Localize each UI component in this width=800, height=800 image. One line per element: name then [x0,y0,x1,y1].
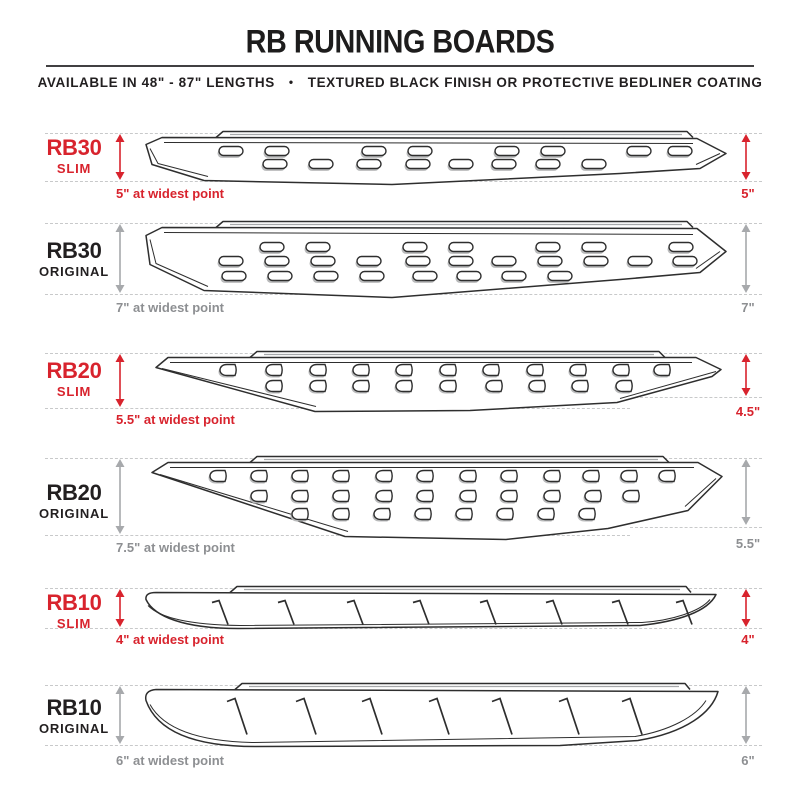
rb30-original-board-drawing [140,216,732,296]
rb10-slim-board-drawing [140,581,732,630]
right-height-arrow [738,224,754,293]
width-caption: 5" at widest point [116,186,225,201]
title-divider [46,65,754,67]
page-title: RB RUNNING BOARDS [245,24,555,61]
left-height-arrow [112,134,128,180]
height-caption: 5.5" [735,536,761,551]
left-height-arrow [112,459,128,534]
right-height-arrow [738,459,754,525]
rb20-slim-board-drawing [140,346,732,410]
left-height-arrow [112,224,128,293]
variant-name: ORIGINAL [39,263,109,279]
model-name: RB30 [46,238,102,263]
product-label [24,697,124,735]
height-caption: 6" [741,753,755,768]
subtitle-finish: TEXTURED BLACK FINISH OR PROTECTIVE BEDLINER COATING [307,75,763,90]
rb30-slim-board-drawing [140,126,732,183]
product-label [24,240,124,278]
height-caption: 7" [741,300,755,315]
right-height-arrow [738,589,754,627]
product-label [24,137,124,175]
model-name: RB20 [46,480,102,505]
product-label [24,592,124,630]
width-caption: 7.5" at widest point [116,540,235,555]
width-caption: 5.5" at widest point [116,412,235,427]
variant-name: ORIGINAL [39,720,109,736]
subtitle [0,75,800,90]
variant-name: SLIM [56,160,92,176]
model-name: RB10 [46,590,102,615]
model-name: RB20 [46,358,102,383]
bullet-separator: • [288,75,294,89]
model-name: RB30 [46,135,102,160]
left-height-arrow [112,589,128,627]
subtitle-lengths: AVAILABLE IN 48" - 87" LENGTHS [37,75,275,90]
right-height-arrow [738,686,754,744]
model-name: RB10 [46,695,102,720]
height-caption: 5" [741,186,755,201]
right-height-arrow [738,134,754,180]
height-caption: 4" [741,632,755,647]
left-height-arrow [112,686,128,744]
width-caption: 4" at widest point [116,632,225,647]
width-caption: 7" at widest point [116,300,225,315]
left-height-arrow [112,354,128,407]
rb10-original-board-drawing [140,678,732,749]
rb20-original-board-drawing [140,451,732,540]
product-label [24,360,124,398]
right-height-arrow [738,354,754,396]
height-caption: 4.5" [735,404,761,419]
variant-name: ORIGINAL [39,505,109,521]
variant-name: SLIM [56,383,92,399]
variant-name: SLIM [56,615,92,631]
width-caption: 6" at widest point [116,753,225,768]
product-label [24,482,124,520]
